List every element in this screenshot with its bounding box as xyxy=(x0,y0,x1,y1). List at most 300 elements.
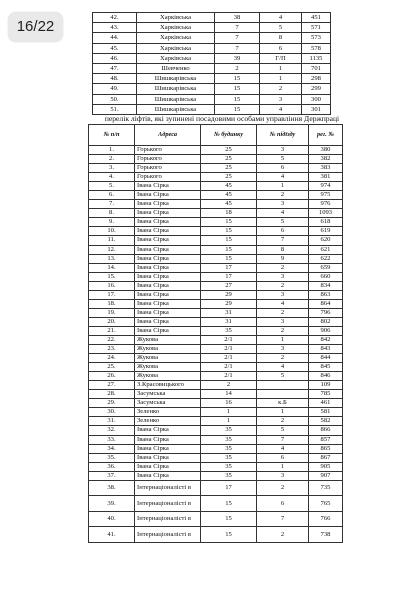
table-row xyxy=(89,511,343,527)
table-row xyxy=(93,53,331,63)
cell-building: 31 xyxy=(201,317,257,326)
cell-address: Івана Сірка xyxy=(135,191,201,200)
cell-reg-number: 865 xyxy=(309,444,343,453)
cell-number: 45. xyxy=(93,43,137,53)
cell-entrance: 2 xyxy=(257,263,309,272)
cell-building: 45 xyxy=(201,182,257,191)
cell-building: 39 xyxy=(215,53,260,63)
cell-building: 29 xyxy=(201,299,257,308)
table-row xyxy=(89,527,343,543)
cell-number: 27. xyxy=(89,381,135,390)
table-row xyxy=(89,272,343,281)
cell-reg-number: 843 xyxy=(309,345,343,354)
table-row xyxy=(89,281,343,290)
cell-address: Жукова xyxy=(135,363,201,372)
cell-entrance: 3 xyxy=(257,272,309,281)
table-row xyxy=(89,308,343,317)
table-row xyxy=(89,236,343,245)
cell-building: 45 xyxy=(201,200,257,209)
table-row xyxy=(89,435,343,444)
table-row xyxy=(89,155,343,164)
cell-address: Шишкарівська xyxy=(137,84,215,94)
cell-reg-number: 907 xyxy=(309,471,343,480)
cell-address: Інтернаціоналісті в xyxy=(135,480,201,496)
cell-reg-number: 573 xyxy=(302,33,331,43)
cell-reg-number: 845 xyxy=(309,363,343,372)
cell-number: 20. xyxy=(89,317,135,326)
cell-building: 15 xyxy=(201,496,257,512)
table-row xyxy=(89,480,343,496)
header-address: Адреса xyxy=(135,125,201,146)
cell-building: 35 xyxy=(201,435,257,444)
cell-reg-number: 735 xyxy=(309,480,343,496)
cell-reg-number: 461 xyxy=(309,399,343,408)
cell-number: 21. xyxy=(89,326,135,335)
cell-number: 23. xyxy=(89,345,135,354)
cell-reg-number: 857 xyxy=(309,435,343,444)
cell-number: 10. xyxy=(89,227,135,236)
cell-reg-number: 785 xyxy=(309,390,343,399)
header-entrance: № підїзду xyxy=(257,125,309,146)
cell-building: 17 xyxy=(201,263,257,272)
cell-entrance: 3 xyxy=(257,146,309,155)
cell-reg-number: 571 xyxy=(302,23,331,33)
cell-building: 7 xyxy=(215,33,260,43)
cell-entrance: 4 xyxy=(257,173,309,182)
cell-entrance: 1 xyxy=(257,335,309,344)
cell-reg-number: 766 xyxy=(309,511,343,527)
cell-number: 13. xyxy=(89,254,135,263)
table-row xyxy=(93,84,331,94)
cell-address: Інтернаціоналісті в xyxy=(135,527,201,543)
cell-entrance: 2 xyxy=(257,326,309,335)
cell-entrance: 5 xyxy=(257,155,309,164)
cell-building: 15 xyxy=(201,218,257,227)
cell-building: 25 xyxy=(201,164,257,173)
cell-entrance: 1 xyxy=(257,462,309,471)
cell-entrance: 1 xyxy=(260,74,302,84)
cell-number: 44. xyxy=(93,33,137,43)
table-row xyxy=(89,417,343,426)
cell-number: 26. xyxy=(89,372,135,381)
cell-building: 15 xyxy=(215,74,260,84)
cell-building: 1 xyxy=(201,417,257,426)
cell-entrance: 3 xyxy=(257,345,309,354)
cell-address: Харківська xyxy=(137,53,215,63)
cell-entrance: 3 xyxy=(260,94,302,104)
cell-number: 47. xyxy=(93,64,137,74)
cell-reg-number: 301 xyxy=(302,104,331,114)
cell-number: 7. xyxy=(89,200,135,209)
table-row xyxy=(93,94,331,104)
cell-building: 2/1 xyxy=(201,354,257,363)
cell-entrance: 3 xyxy=(257,200,309,209)
cell-number: 3. xyxy=(89,164,135,173)
cell-entrance: 2 xyxy=(257,308,309,317)
cell-address: Івана Сірка xyxy=(135,254,201,263)
cell-address: Івана Сірка xyxy=(135,182,201,191)
cell-address: Івана Сірка xyxy=(135,299,201,308)
cell-reg-number: 844 xyxy=(309,354,343,363)
cell-entrance: 4 xyxy=(257,209,309,218)
table-row xyxy=(89,372,343,381)
cell-building: 15 xyxy=(201,227,257,236)
cell-entrance: 6 xyxy=(257,453,309,462)
cell-address: Івана Сірка xyxy=(135,218,201,227)
cell-number: 11. xyxy=(89,236,135,245)
stopped-lifts-table xyxy=(88,124,343,543)
cell-entrance: 7 xyxy=(257,236,309,245)
cell-entrance xyxy=(257,381,309,390)
cell-number: 48. xyxy=(93,74,137,84)
cell-reg-number: 381 xyxy=(309,173,343,182)
header-building: № будинку xyxy=(201,125,257,146)
cell-number: 1. xyxy=(89,146,135,155)
cell-building: 15 xyxy=(201,254,257,263)
cell-reg-number: 842 xyxy=(309,335,343,344)
table-row xyxy=(89,245,343,254)
cell-building: 15 xyxy=(201,245,257,254)
cell-building: 15 xyxy=(215,94,260,104)
table-row xyxy=(89,209,343,218)
cell-number: 5. xyxy=(89,182,135,191)
cell-entrance: 4 xyxy=(257,363,309,372)
cell-entrance: Г/П xyxy=(260,53,302,63)
table-row xyxy=(89,390,343,399)
cell-building: 2 xyxy=(215,64,260,74)
table-row xyxy=(89,173,343,182)
table-row xyxy=(93,64,331,74)
cell-entrance: 2 xyxy=(257,417,309,426)
cell-reg-number: 620 xyxy=(309,236,343,245)
cell-number: 37. xyxy=(89,471,135,480)
table-row xyxy=(93,74,331,84)
cell-number: 2. xyxy=(89,155,135,164)
cell-address: Харківська xyxy=(137,13,215,23)
cell-address: Горького xyxy=(135,173,201,182)
cell-reg-number: 906 xyxy=(309,326,343,335)
cell-reg-number: 380 xyxy=(309,146,343,155)
cell-reg-number: 864 xyxy=(309,299,343,308)
cell-number: 40. xyxy=(89,511,135,527)
cell-number: 29. xyxy=(89,399,135,408)
cell-number: 42. xyxy=(93,13,137,23)
table-row xyxy=(89,335,343,344)
cell-number: 17. xyxy=(89,290,135,299)
cell-number: 31. xyxy=(89,417,135,426)
cell-number: 8. xyxy=(89,209,135,218)
table-row xyxy=(89,227,343,236)
cell-number: 51. xyxy=(93,104,137,114)
page-indicator: 16/22 xyxy=(8,12,63,42)
table-row xyxy=(89,326,343,335)
cell-number: 16. xyxy=(89,281,135,290)
cell-building: 15 xyxy=(215,104,260,114)
continued-lift-table xyxy=(92,12,331,115)
cell-entrance: 4 xyxy=(260,104,302,114)
cell-reg-number: 451 xyxy=(302,13,331,23)
cell-number: 38. xyxy=(89,480,135,496)
cell-reg-number: 846 xyxy=(309,372,343,381)
table-row xyxy=(89,299,343,308)
cell-address: Жукова xyxy=(135,345,201,354)
table-row xyxy=(89,426,343,435)
cell-reg-number: 298 xyxy=(302,74,331,84)
cell-address: Харківська xyxy=(137,33,215,43)
cell-building: 15 xyxy=(201,527,257,543)
cell-number: 35. xyxy=(89,453,135,462)
cell-reg-number: 382 xyxy=(309,155,343,164)
cell-reg-number: 802 xyxy=(309,317,343,326)
cell-entrance: 5 xyxy=(257,372,309,381)
table-row xyxy=(89,263,343,272)
table-row xyxy=(89,444,343,453)
cell-reg-number: 582 xyxy=(309,417,343,426)
cell-building: 2/1 xyxy=(201,345,257,354)
cell-entrance: 6 xyxy=(257,164,309,173)
cell-reg-number: 974 xyxy=(309,182,343,191)
cell-building: 29 xyxy=(201,290,257,299)
table-row xyxy=(89,182,343,191)
table-row xyxy=(93,13,331,23)
cell-number: 36. xyxy=(89,462,135,471)
cell-address: Жукова xyxy=(135,354,201,363)
cell-address: Горького xyxy=(135,155,201,164)
cell-address: Івана Сірка xyxy=(135,209,201,218)
cell-entrance: 1 xyxy=(257,182,309,191)
cell-entrance: 1 xyxy=(257,408,309,417)
cell-reg-number: 383 xyxy=(309,164,343,173)
cell-entrance: 1 xyxy=(260,64,302,74)
cell-address: Івана Сірка xyxy=(135,426,201,435)
cell-address: Івана Сірка xyxy=(135,308,201,317)
cell-reg-number: 300 xyxy=(302,94,331,104)
cell-number: 34. xyxy=(89,444,135,453)
cell-building: 17 xyxy=(201,480,257,496)
table-row xyxy=(89,408,343,417)
cell-address: Засумська xyxy=(135,399,201,408)
cell-address: Івана Сірка xyxy=(135,462,201,471)
cell-reg-number: 796 xyxy=(309,308,343,317)
cell-address: Засумська xyxy=(135,390,201,399)
cell-entrance: 6 xyxy=(260,43,302,53)
table-row xyxy=(93,23,331,33)
cell-building: 35 xyxy=(201,326,257,335)
table-row xyxy=(89,363,343,372)
cell-address: Івана Сірка xyxy=(135,317,201,326)
table-row xyxy=(89,471,343,480)
table-row xyxy=(89,200,343,209)
cell-reg-number: 834 xyxy=(309,281,343,290)
table-row xyxy=(89,354,343,363)
cell-address: Шишкарівська xyxy=(137,94,215,104)
cell-number: 41. xyxy=(89,527,135,543)
cell-entrance: 2 xyxy=(257,281,309,290)
cell-building: 31 xyxy=(201,308,257,317)
cell-address: Жукова xyxy=(135,335,201,344)
cell-reg-number: 866 xyxy=(309,426,343,435)
cell-address: Інтернаціоналісті в xyxy=(135,496,201,512)
cell-building: 25 xyxy=(201,155,257,164)
cell-building: 1 xyxy=(201,408,257,417)
cell-reg-number: 975 xyxy=(309,191,343,200)
cell-building: 27 xyxy=(201,281,257,290)
cell-address: Шевченко xyxy=(137,64,215,74)
cell-number: 32. xyxy=(89,426,135,435)
cell-entrance: 5 xyxy=(257,218,309,227)
cell-address: Горького xyxy=(135,164,201,173)
cell-entrance: к.Б xyxy=(257,399,309,408)
table-caption: перелік ліфтів, які зупинені посадовими особами управління Держпраці xyxy=(104,114,340,123)
cell-reg-number: 765 xyxy=(309,496,343,512)
cell-entrance xyxy=(257,390,309,399)
table-row xyxy=(93,104,331,114)
cell-building: 45 xyxy=(201,191,257,200)
cell-building: 14 xyxy=(201,390,257,399)
cell-building: 35 xyxy=(201,426,257,435)
cell-building: 2 xyxy=(201,381,257,390)
cell-building: 7 xyxy=(215,43,260,53)
cell-building: 25 xyxy=(201,173,257,182)
cell-building: 7 xyxy=(215,23,260,33)
table-row xyxy=(89,496,343,512)
cell-address: Харківська xyxy=(137,43,215,53)
table-row xyxy=(89,218,343,227)
cell-address: Харківська xyxy=(137,23,215,33)
cell-number: 9. xyxy=(89,218,135,227)
cell-address: Івана Сірка xyxy=(135,200,201,209)
cell-number: 50. xyxy=(93,94,137,104)
cell-reg-number: 621 xyxy=(309,245,343,254)
cell-reg-number: 109 xyxy=(309,381,343,390)
cell-entrance: 5 xyxy=(260,23,302,33)
cell-number: 25. xyxy=(89,363,135,372)
cell-address: Івана Сірка xyxy=(135,471,201,480)
cell-building: 2/1 xyxy=(201,335,257,344)
cell-reg-number: 738 xyxy=(309,527,343,543)
table-row xyxy=(93,33,331,43)
cell-entrance: 2 xyxy=(257,527,309,543)
table-row xyxy=(89,381,343,390)
cell-number: 15. xyxy=(89,272,135,281)
cell-building: 35 xyxy=(201,453,257,462)
cell-building: 35 xyxy=(201,462,257,471)
table-row xyxy=(89,399,343,408)
cell-entrance: 5 xyxy=(257,426,309,435)
cell-building: 35 xyxy=(201,471,257,480)
cell-entrance: 3 xyxy=(257,471,309,480)
cell-number: 18. xyxy=(89,299,135,308)
cell-entrance: 7 xyxy=(257,435,309,444)
cell-entrance: 2 xyxy=(260,84,302,94)
cell-entrance: 3 xyxy=(257,290,309,299)
cell-reg-number: 578 xyxy=(302,43,331,53)
cell-address: Івана Сірка xyxy=(135,245,201,254)
cell-number: 14. xyxy=(89,263,135,272)
cell-entrance: 4 xyxy=(257,444,309,453)
cell-reg-number: 976 xyxy=(309,200,343,209)
cell-building: 38 xyxy=(215,13,260,23)
cell-entrance: 2 xyxy=(257,191,309,200)
table-row xyxy=(89,317,343,326)
cell-building: 25 xyxy=(201,146,257,155)
cell-building: 17 xyxy=(201,272,257,281)
cell-number: 30. xyxy=(89,408,135,417)
cell-entrance: 6 xyxy=(257,227,309,236)
table-row xyxy=(89,290,343,299)
cell-address: Івана Сірка xyxy=(135,236,201,245)
cell-address: Шишкарівська xyxy=(137,74,215,84)
cell-building: 16 xyxy=(201,399,257,408)
cell-reg-number: 622 xyxy=(309,254,343,263)
header-reg-number: рег. № xyxy=(309,125,343,146)
cell-address: Зеленко xyxy=(135,417,201,426)
cell-reg-number: 581 xyxy=(309,408,343,417)
table-row xyxy=(89,191,343,200)
cell-entrance: 3 xyxy=(257,317,309,326)
cell-address: Івана Сірка xyxy=(135,263,201,272)
cell-reg-number: 1135 xyxy=(302,53,331,63)
cell-address: Шишкарівська xyxy=(137,104,215,114)
cell-building: 2/1 xyxy=(201,372,257,381)
cell-address: Івана Сірка xyxy=(135,281,201,290)
cell-building: 15 xyxy=(201,236,257,245)
cell-address: Івана Сірка xyxy=(135,435,201,444)
cell-entrance: 4 xyxy=(260,13,302,23)
cell-entrance: 2 xyxy=(257,354,309,363)
cell-address: Горького xyxy=(135,146,201,155)
cell-address: Івана Сірка xyxy=(135,290,201,299)
cell-reg-number: 659 xyxy=(309,263,343,272)
header-number: № п/п xyxy=(89,125,135,146)
cell-reg-number: 299 xyxy=(302,84,331,94)
cell-address: Івана Сірка xyxy=(135,272,201,281)
cell-reg-number: 905 xyxy=(309,462,343,471)
cell-reg-number: 863 xyxy=(309,290,343,299)
cell-address: Івана Сірка xyxy=(135,326,201,335)
cell-reg-number: 701 xyxy=(302,64,331,74)
cell-building: 35 xyxy=(201,444,257,453)
cell-reg-number: 1093 xyxy=(309,209,343,218)
table-row xyxy=(89,345,343,354)
cell-reg-number: 618 xyxy=(309,218,343,227)
cell-entrance: 8 xyxy=(257,245,309,254)
cell-building: 2/1 xyxy=(201,363,257,372)
table-row xyxy=(89,146,343,155)
cell-address: Жукова xyxy=(135,372,201,381)
cell-address: Івана Сірка xyxy=(135,453,201,462)
table-header-row xyxy=(89,125,343,146)
cell-address: Івана Сірка xyxy=(135,227,201,236)
cell-reg-number: 660 xyxy=(309,272,343,281)
cell-entrance: 7 xyxy=(257,511,309,527)
cell-entrance: 4 xyxy=(257,299,309,308)
cell-number: 19. xyxy=(89,308,135,317)
cell-address: Зеленко xyxy=(135,408,201,417)
cell-number: 43. xyxy=(93,23,137,33)
cell-number: 28. xyxy=(89,390,135,399)
cell-entrance: 9 xyxy=(257,254,309,263)
table-row xyxy=(89,254,343,263)
cell-number: 46. xyxy=(93,53,137,63)
cell-number: 12. xyxy=(89,245,135,254)
cell-building: 18 xyxy=(201,209,257,218)
table-row xyxy=(89,453,343,462)
cell-number: 33. xyxy=(89,435,135,444)
cell-number: 6. xyxy=(89,191,135,200)
cell-reg-number: 867 xyxy=(309,453,343,462)
cell-number: 24. xyxy=(89,354,135,363)
